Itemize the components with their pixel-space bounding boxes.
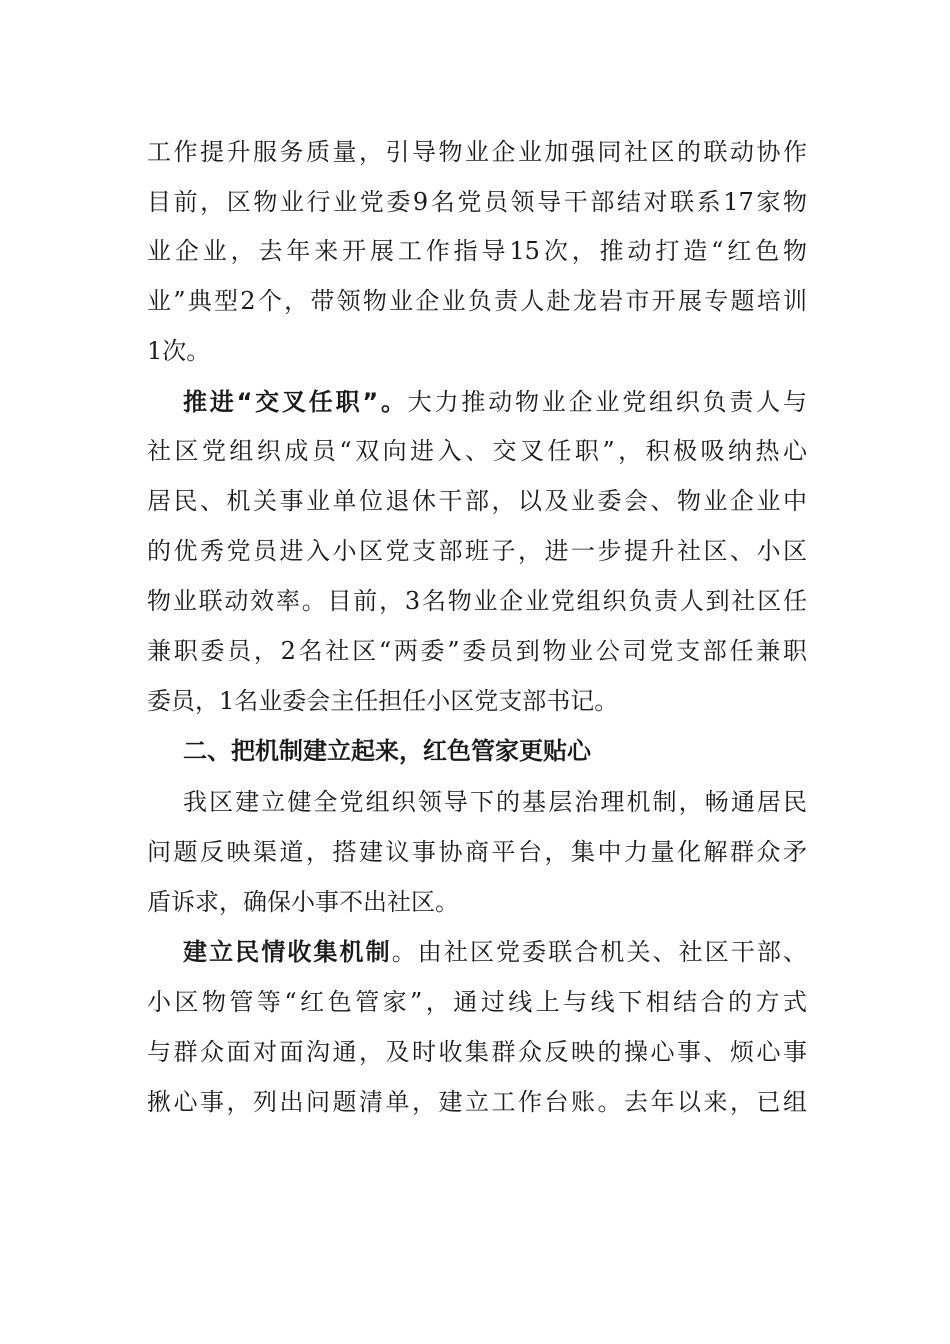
paragraph-line: 社区党组织成员“双向进入、交叉任职”，积极吸纳热心 bbox=[147, 437, 807, 465]
paragraph-line: 工作提升服务质量，引导物业企业加强同社区的联动协作 bbox=[147, 138, 807, 166]
paragraph-first-line bbox=[183, 927, 807, 977]
paragraph-line: 与群众面对面沟通，及时收集群众反映的操心事、烦心事 bbox=[147, 1038, 807, 1066]
section-heading: 二、把机制建立起来，红色管家更贴心 bbox=[183, 737, 591, 765]
paragraph-line: 居民、机关事业单位退休干部，以及业委会、物业企业中 bbox=[147, 487, 807, 515]
paragraph-line: 兼职委员，2名社区“两委”委员到物业公司党支部任兼职 bbox=[147, 637, 807, 665]
paragraph-line: 小区物管等“红色管家”，通过线上与线下相结合的方式 bbox=[147, 988, 807, 1016]
paragraph-first-line: 我区建立健全党组织领导下的基层治理机制，畅通居民 bbox=[183, 788, 807, 816]
paragraph-line: 的优秀党员进入小区党支部班子，进一步提升社区、小区 bbox=[147, 537, 807, 565]
paragraph-line: 盾诉求，确保小事不出社区。 bbox=[147, 888, 459, 916]
paragraph-first-line bbox=[183, 377, 807, 427]
paragraph-line: 物业联动效率。目前，3名物业企业党组织负责人到社区任 bbox=[147, 587, 807, 615]
paragraph-line: 目前，区物业行业党委9名党员领导干部结对联系17家物 bbox=[147, 188, 807, 216]
paragraph-text: 。由社区党委联合机关、社区干部、 bbox=[391, 938, 807, 966]
paragraph-line: 揪心事，列出问题清单，建立工作台账。去年以来，已组 bbox=[147, 1088, 807, 1116]
paragraph-text: 大力推动物业企业党组织负责人与 bbox=[407, 388, 807, 416]
paragraph-line: 业企业，去年来开展工作指导15次，推动打造“红色物 bbox=[147, 237, 807, 265]
paragraph-line: 业”典型2个，带领物业企业负责人赴龙岩市开展专题培训 bbox=[147, 287, 807, 315]
paragraph-line: 委员，1名业委会主任担任小区党支部书记。 bbox=[147, 687, 619, 715]
paragraph-line: 问题反映渠道，搭建议事协商平台，集中力量化解群众矛 bbox=[147, 838, 807, 866]
paragraph-line: 1次。 bbox=[147, 337, 211, 365]
paragraph-lead-bold: 推进“交叉任职”。 bbox=[183, 388, 408, 416]
paragraph-lead-bold: 建立民情收集机制 bbox=[183, 938, 392, 966]
